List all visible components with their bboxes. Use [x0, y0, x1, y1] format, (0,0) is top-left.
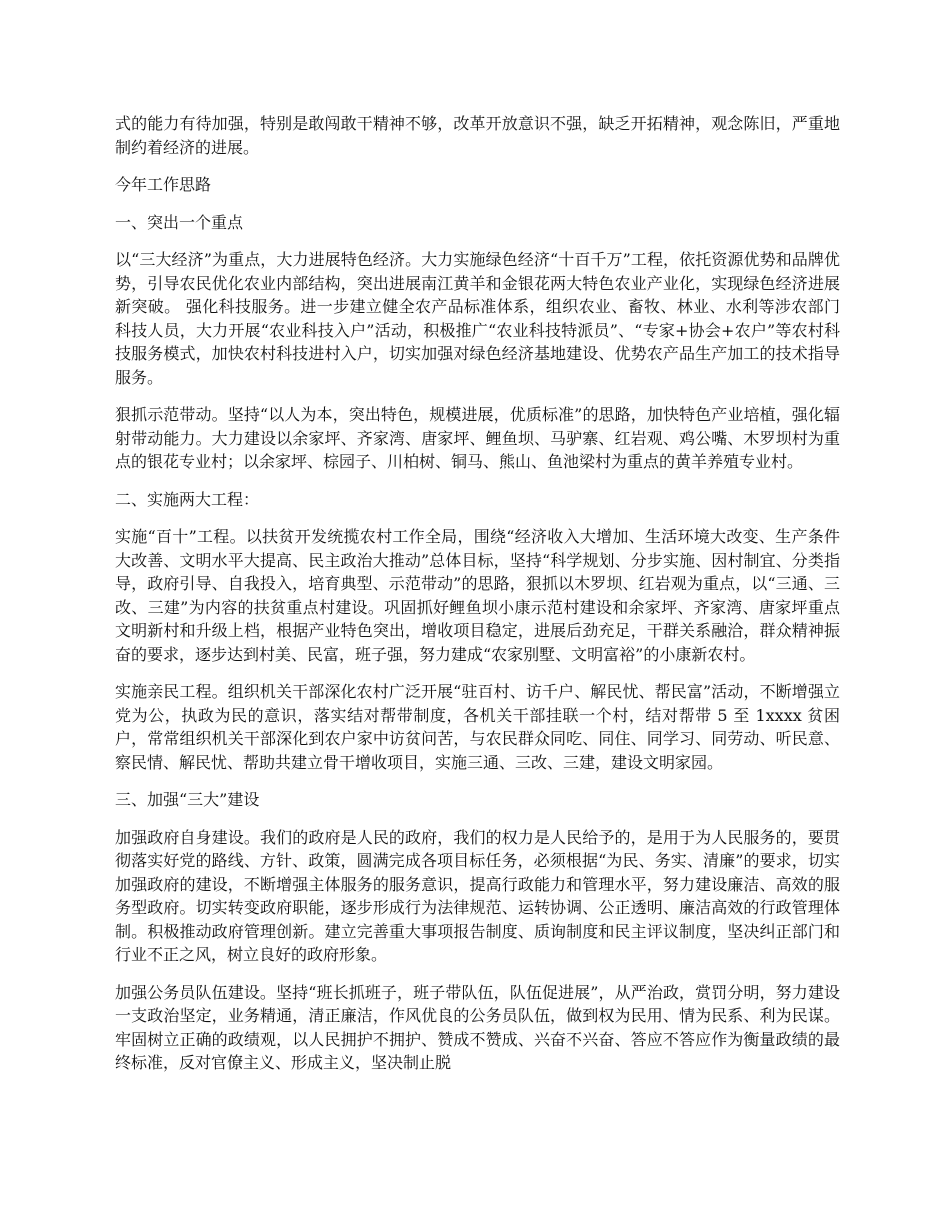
paragraph-three-economies: 以“三大经济”为重点，大力进展特色经济。大力实施绿色经济“十百千万”工程，依托资源优势和品牌优势，引导农民优化农业内部结构，突出进展南江黄羊和金银花两大特色农业产业化，实现绿色经济进展新突破。 强化科技服务。进一步建立健全农产品标准体系，组织农业、畜牧、林业、水利等涉农部门科技人员，大力开展“农业科技入户”活动，积极推广“农业科技特派员”、“专家+协会+农户”等农村科技服务模式，加快农村科技进村入户，切实加强对绿色经济基地建设、优势农产品生产加工的技术指导服务。 — [115, 250, 840, 387]
paragraph-intro-continuation: 式的能力有待加强，特别是敢闯敢干精神不够，改革开放意识不强，缺乏开拓精神，观念陈旧，严重地制约着经济的进展。 — [115, 114, 840, 157]
section-heading-work-plan: 今年工作思路 — [115, 175, 212, 194]
section-heading-two: 二、实施两大工程： — [115, 489, 260, 509]
section-heading-three: 三、加强“三大”建设 — [115, 790, 260, 809]
section-heading-one: 一、突出一个重点 — [115, 212, 244, 232]
paragraph-civil-servants: 加强公务员队伍建设。坚持“班长抓班子，班子带队伍，队伍促进展”，从严治政，赏罚分明，努力建设一支政治坚定，业务精通，清正廉洁，作风优良的公务员队伍，做到权为民用、情为民系、利为民谋。牢固树立正确的政绩观，以人民拥护不拥护、赞成不赞成、兴奋不兴奋、答应不答应作为衡量政绩的最终标准，反对官僚主义、形成主义，坚决制止脱 — [115, 982, 840, 1072]
document-body — [115, 112, 840, 1089]
paragraph-qinmin-project: 实施亲民工程。组织机关干部深化农村广泛开展“驻百村、访千户、解民忧、帮民富”活动，不断增强立党为公，执政为民的意识，落实结对帮带制度，各机关干部挂联一个村，结对帮带 5 至 1xxxx 贫困户，常常组织机关干部深化到农户家中访贫问苦，与农民群众同吃、同住、同学习、同劳动、听民意、察民情、解民忧、帮助共建立骨干增收项目，实施三通、三改、三建，建设文明家园。 — [115, 682, 840, 772]
paragraph-baishi-project: 实施“百十”工程。以扶贫开发统揽农村工作全局，围绕“经济收入大增加、生活环境大改变、生产条件大改善、文明水平大提高、民主政治大推动”总体目标，坚持“科学规划、分步实施、因村制宜、分类指导，政府引导、自我投入，培育典型、示范带动”的思路，狠抓以木罗坝、红岩观为重点，以“三通、三改、三建”为内容的扶贫重点村建设。巩固抓好鲤鱼坝小康示范村建设和余家坪、齐家湾、唐家坪重点文明新村和升级上档，根据产业特色突出，增收项目稳定，进展后劲充足，干群关系融洽，群众精神振奋的要求，逐步达到村美、民富，班子强，努力建成“农家别墅、文明富裕”的小康新农村。 — [115, 527, 840, 664]
paragraph-government-building: 加强政府自身建设。我们的政府是人民的政府，我们的权力是人民给予的，是用于为人民服务的，要贯彻落实好党的路线、方针、政策，圆满完成各项目标任务，必须根据“为民、务实、清廉”的要求，切实加强政府的建设，不断增强主体服务的服务意识，提高行政能力和管理水平，努力建设廉洁、高效的服务型政府。切实转变政府职能，逐步形成行为法律规范、运转协调、公正透明、廉洁高效的行政管理体制。积极推动政府管理创新。建立完善重大事项报告制度、质询制度和民主评议制度，坚决纠正部门和行业不正之风，树立良好的政府形象。 — [115, 827, 840, 964]
paragraph-demonstration: 狠抓示范带动。坚持“以人为本，突出特色，规模进展，优质标准”的思路，加快特色产业培植，强化辐射带动能力。大力建设以余家坪、齐家湾、唐家坪、鲤鱼坝、马驴寨、红岩观、鸡公嘴、木罗坝村为重点的银花专业村；以余家坪、棕园子、川柏树、铜马、熊山、鱼池梁村为重点的黄羊养殖专业村。 — [115, 405, 840, 471]
